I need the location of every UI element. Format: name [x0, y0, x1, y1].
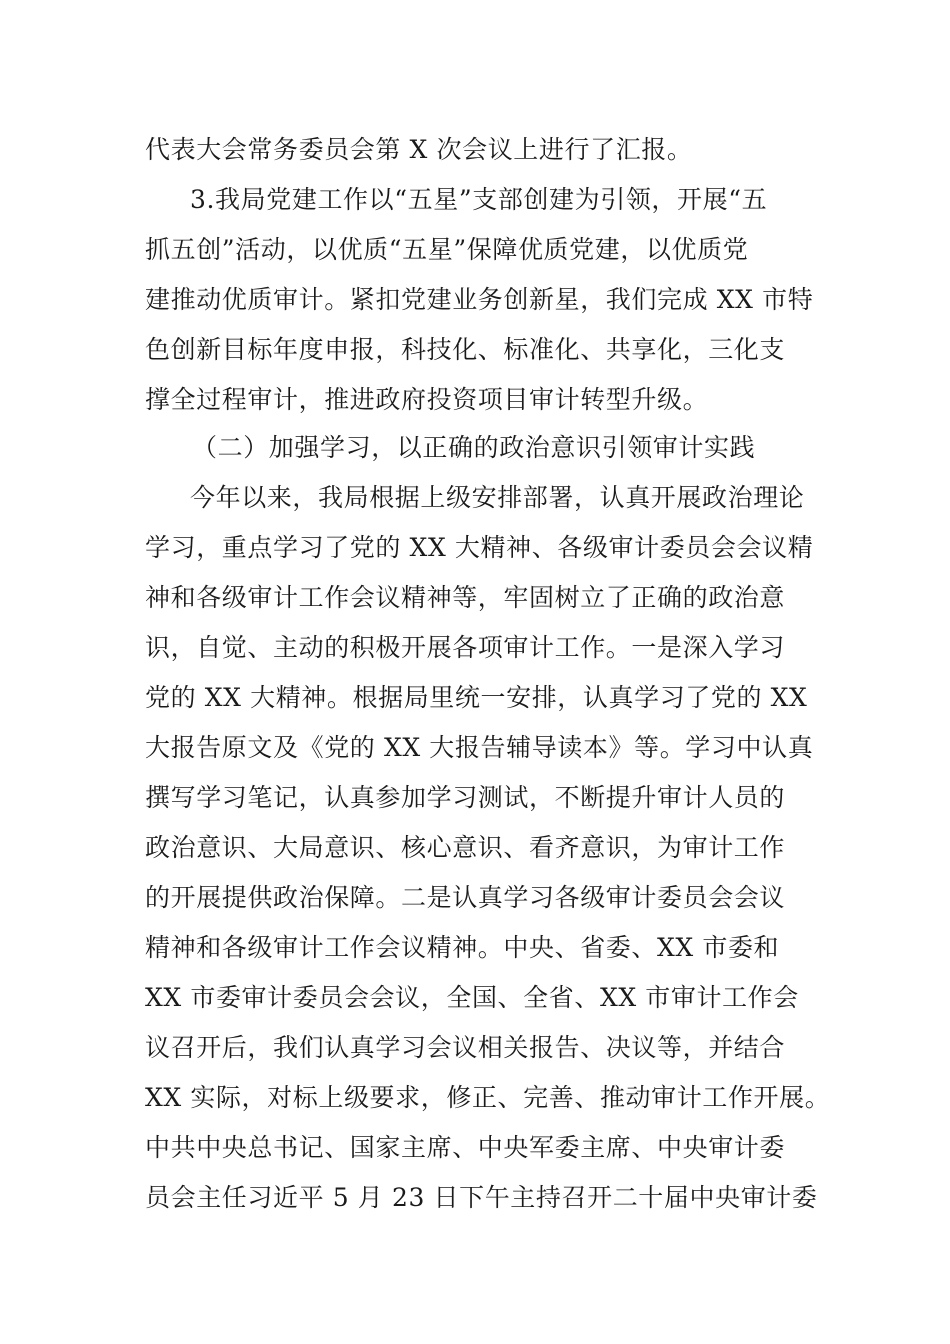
numbered-paragraph-start: 3.我局党建工作以“五星”支部创建为引领，开展“五	[190, 185, 768, 214]
section-heading: （二）加强学习，以正确的政治意识引领审计实践	[192, 433, 756, 462]
body-text-line: 识，自觉、主动的积极开展各项审计工作。一是深入学习	[145, 633, 786, 662]
paragraph-start: 今年以来，我局根据上级安排部署，认真开展政治理论	[190, 483, 805, 512]
body-text-line: 精神和各级审计工作会议精神。中央、省委、XX 市委和	[145, 933, 780, 962]
body-text-line: 中共中央总书记、国家主席、中央军委主席、中央审计委	[145, 1133, 786, 1162]
body-text-line: 议召开后，我们认真学习会议相关报告、决议等，并结合	[145, 1033, 786, 1062]
body-text-line: XX 市委审计委员会会议，全国、全省、XX 市审计工作会	[145, 983, 799, 1012]
body-text-line: 政治意识、大局意识、核心意识、看齐意识，为审计工作	[145, 833, 786, 862]
body-text-line: 大报告原文及《党的 XX 大报告辅导读本》等。学习中认真	[145, 733, 814, 762]
body-text-line: 代表大会常务委员会第 X 次会议上进行了汇报。	[145, 135, 693, 164]
body-text-line: 员会主任习近平 5 月 23 日下午主持召开二十届中央审计委	[145, 1183, 818, 1212]
body-text-line: 抓五创”活动，以优质“五星”保障优质党建，以优质党	[145, 235, 749, 264]
body-text-line: 色创新目标年度申报，科技化、标准化、共享化，三化支	[145, 335, 786, 364]
body-text-line: XX 实际，对标上级要求，修正、完善、推动审计工作开展。	[145, 1083, 831, 1112]
body-text-line: 党的 XX 大精神。根据局里统一安排，认真学习了党的 XX	[145, 683, 808, 712]
body-text-line: 建推动优质审计。紧扣党建业务创新星，我们完成 XX 市特	[145, 285, 814, 314]
body-text-line: 神和各级审计工作会议精神等，牢固树立了正确的政治意	[145, 583, 786, 612]
body-text-line: 的开展提供政治保障。二是认真学习各级审计委员会会议	[145, 883, 786, 912]
body-text-line: 撑全过程审计，推进政府投资项目审计转型升级。	[145, 385, 709, 414]
body-text-line: 撰写学习笔记，认真参加学习测试，不断提升审计人员的	[145, 783, 786, 812]
body-text-line: 学习，重点学习了党的 XX 大精神、各级审计委员会会议精	[145, 533, 814, 562]
